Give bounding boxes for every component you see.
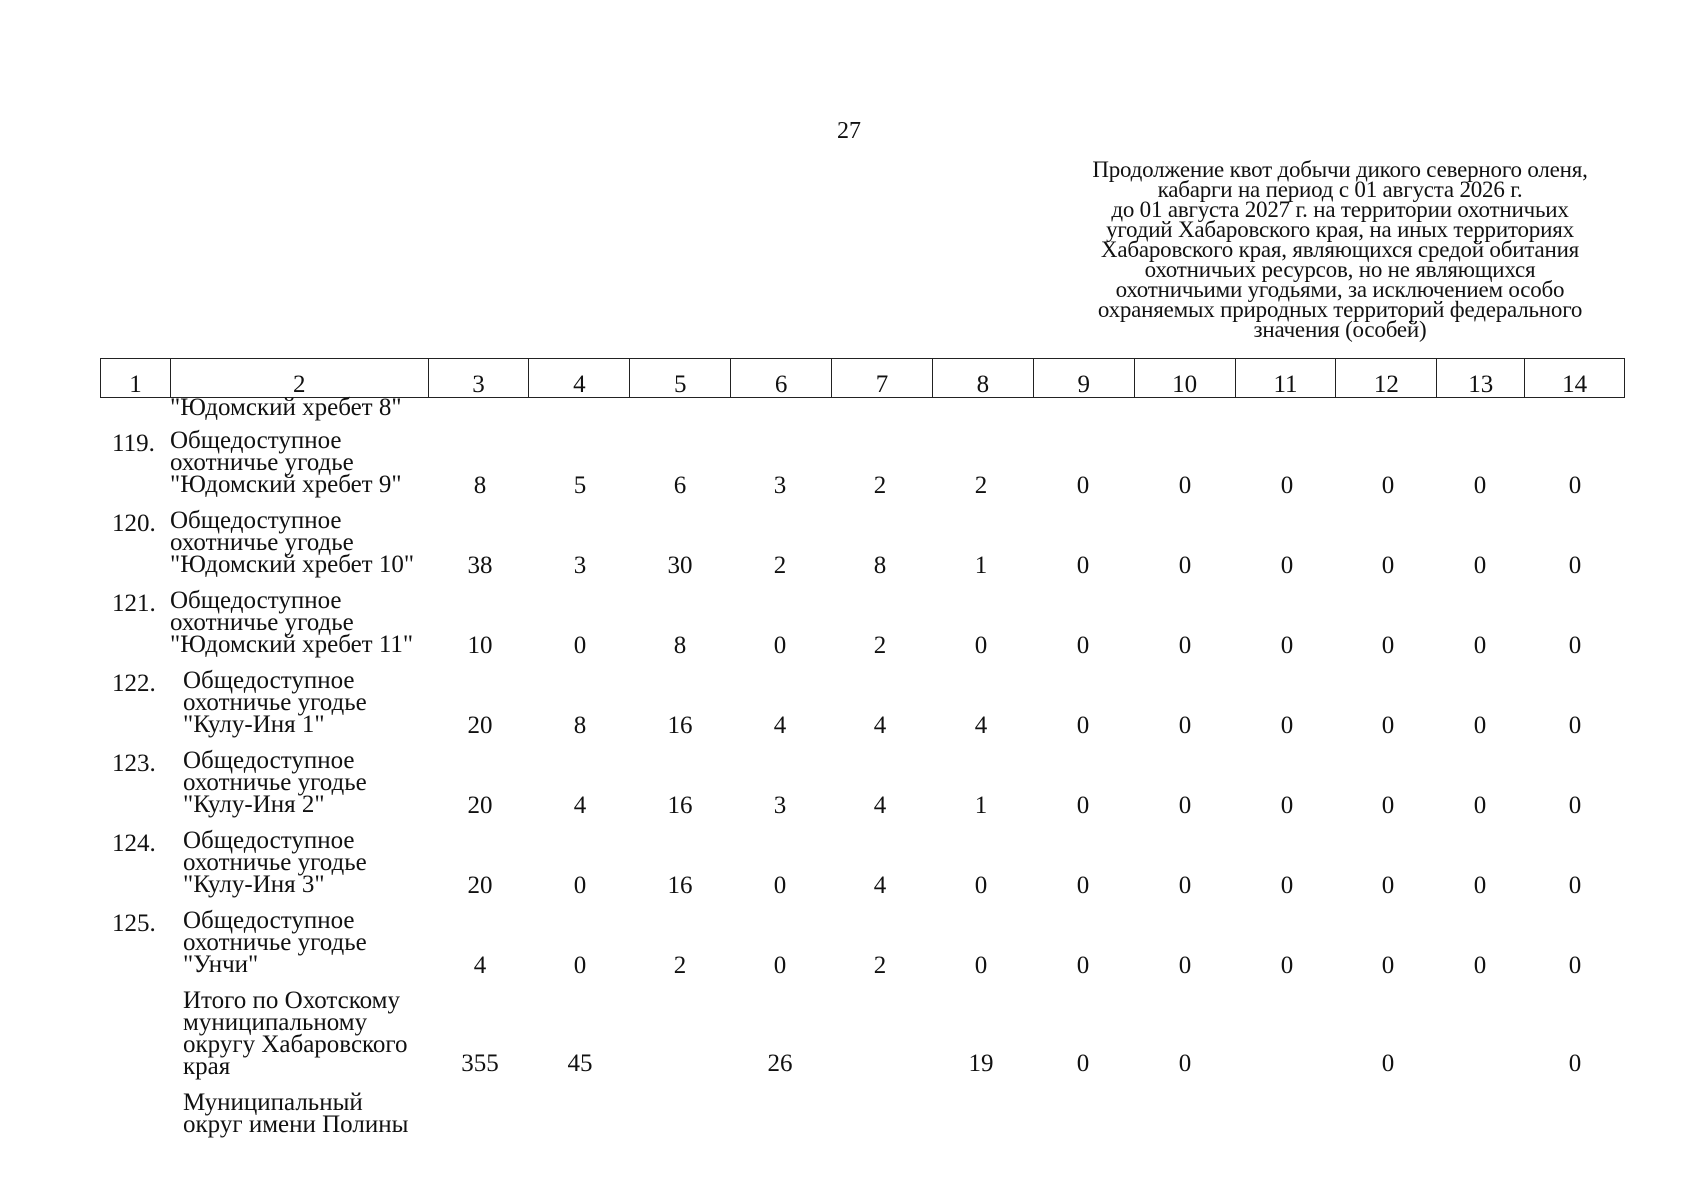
table-cell: 5	[573, 472, 587, 499]
row-name-line: "Кулу-Иня 2"	[183, 791, 325, 818]
table-cell: 4	[873, 872, 887, 899]
row-name	[183, 987, 408, 1080]
row-number: 122.	[112, 670, 156, 697]
row-name-line: охотничье угодье	[183, 769, 367, 796]
caption-line: охотничьих ресурсов, но не являющихся	[1144, 257, 1536, 282]
row-name	[170, 507, 415, 578]
row-name-line: Общедоступное	[183, 747, 355, 774]
table-cell: 0	[1568, 792, 1582, 819]
table-cell: 0	[1280, 792, 1294, 819]
table-cell: 1	[974, 552, 988, 579]
table-cell: 2	[974, 472, 988, 499]
table-cell: 0	[1178, 952, 1192, 979]
caption	[1050, 157, 1630, 342]
table-cell: 0	[1381, 552, 1395, 579]
row-name-line: Общедоступное	[183, 907, 355, 934]
table-cell: 2	[873, 632, 887, 659]
table-cell: 0	[1178, 632, 1192, 659]
table-cell: 0	[1280, 472, 1294, 499]
header-cell: 9	[1034, 359, 1135, 397]
table-cell: 0	[1381, 872, 1395, 899]
table-cell: 4	[473, 952, 487, 979]
row-name-line: "Юдомский хребет 9"	[170, 471, 402, 498]
table-cell: 10	[467, 632, 493, 659]
row-name-line: Общедоступное	[170, 507, 342, 534]
caption-line: охотничьими угодьями, за исключением особо	[1115, 277, 1565, 302]
header-cell: 1	[101, 359, 171, 397]
row-name-line: округу Хабаровского	[183, 1031, 408, 1058]
header-cell: 14	[1562, 371, 1588, 398]
header-cell: 11	[1236, 359, 1337, 397]
row-name	[170, 427, 402, 498]
row-name-line: края	[183, 1053, 231, 1080]
table-header-row	[100, 358, 1625, 398]
table-cell: 0	[1381, 1050, 1395, 1077]
table-cell: 0	[1280, 952, 1294, 979]
row-name-line: "Юдомский хребет 11"	[170, 631, 414, 658]
header-cell: 8	[933, 359, 1034, 397]
page-number: 27	[837, 118, 861, 144]
table-cell: 0	[1473, 472, 1487, 499]
caption-line: Хабаровского края, являющихся средой обитания	[1100, 237, 1580, 262]
row-name-line: охотничье угодье	[183, 689, 367, 716]
table-cell: 0	[1473, 712, 1487, 739]
table-cell: 355	[461, 1050, 499, 1077]
table-cell: 0	[773, 952, 787, 979]
caption-line: кабарги на период с 01 августа 2026 г.	[1157, 177, 1523, 202]
row-name	[183, 667, 367, 738]
row-number: 119.	[112, 430, 155, 457]
table-cell: 19	[968, 1050, 994, 1077]
caption-line: угодий Хабаровского края, на иных территориях	[1106, 217, 1574, 242]
table-cell: 0	[1381, 712, 1395, 739]
table-cell: 16	[667, 872, 693, 899]
row-name	[183, 827, 367, 898]
row-name	[170, 587, 414, 658]
row-name-line: Муниципальный	[183, 1089, 363, 1116]
table-cell: 0	[1473, 872, 1487, 899]
row-name-line: Общедоступное	[183, 667, 355, 694]
header-cell: 5	[630, 359, 731, 397]
table-cell: 3	[773, 472, 787, 499]
caption-line: до 01 августа 2027 г. на территории охотничьих	[1111, 197, 1569, 222]
row-name-line: "Кулу-Иня 3"	[183, 871, 325, 898]
table-cell: 0	[1280, 552, 1294, 579]
header-cell: 10	[1135, 359, 1236, 397]
row-number: 120.	[112, 510, 156, 537]
table-cell: 0	[1568, 552, 1582, 579]
row-name	[183, 1089, 409, 1138]
table-cell: 0	[1568, 872, 1582, 899]
table-cell: 1	[974, 792, 988, 819]
table-cell: 2	[873, 472, 887, 499]
table-cell: 0	[1473, 632, 1487, 659]
table-cell: 30	[667, 552, 693, 579]
table-cell: 0	[974, 952, 988, 979]
table-cell: 0	[974, 632, 988, 659]
table-cell: 16	[667, 792, 693, 819]
table-cell: 0	[1381, 952, 1395, 979]
table-cell: 0	[1568, 1050, 1582, 1077]
table-cell: 0	[1076, 472, 1090, 499]
row-name-line: охотничье угодье	[170, 609, 354, 636]
caption-line: охраняемых природных территорий федерального	[1097, 297, 1583, 322]
table-cell: 2	[773, 552, 787, 579]
table-cell: 38	[467, 552, 493, 579]
table-cell: 8	[573, 712, 587, 739]
table-cell: 0	[1076, 552, 1090, 579]
table-cell: 0	[1280, 872, 1294, 899]
table-cell: 4	[873, 792, 887, 819]
table-cell: 4	[974, 712, 988, 739]
row-number: 124.	[112, 830, 156, 857]
table-cell: 45	[567, 1050, 593, 1077]
table-cell: 8	[473, 472, 487, 499]
table-cell: 8	[673, 632, 687, 659]
table-cell: 0	[1473, 792, 1487, 819]
table-cell: 0	[1178, 792, 1192, 819]
table-cell: 0	[1178, 872, 1192, 899]
header-cell: 13	[1437, 359, 1525, 397]
table-cell: 0	[1381, 472, 1395, 499]
row-name-line: охотничье угодье	[170, 529, 354, 556]
table-cell: 0	[1381, 632, 1395, 659]
header-cell: 2	[171, 359, 429, 397]
table-cell: 0	[974, 872, 988, 899]
table-cell: 0	[573, 872, 587, 899]
table-cell: 26	[767, 1050, 793, 1077]
row-name-line: Общедоступное	[183, 827, 355, 854]
table-cell: 2	[873, 952, 887, 979]
table-cell: 0	[1076, 792, 1090, 819]
caption-line: Продолжение квот добычи дикого северного оленя,	[1092, 157, 1588, 182]
row-number: 121.	[112, 590, 156, 617]
table-cell: 0	[1178, 1050, 1192, 1077]
table-cell: 8	[873, 552, 887, 579]
row-number: 125.	[112, 910, 156, 937]
table-cell: 3	[773, 792, 787, 819]
table-cell: 6	[673, 472, 687, 499]
table-cell: 4	[873, 712, 887, 739]
row-name	[183, 747, 367, 818]
row-name-line: Итого по Охотскому	[183, 987, 400, 1014]
table-cell: 0	[573, 952, 587, 979]
table-cell: 0	[773, 872, 787, 899]
row-name-line: охотничье угодье	[183, 849, 367, 876]
row-name-line: "Кулу-Иня 1"	[183, 711, 325, 738]
row-name-line: охотничье угодье	[183, 929, 367, 956]
row-name	[183, 907, 367, 978]
caption-line: значения (особей)	[1253, 317, 1427, 342]
table-cell: 0	[1473, 952, 1487, 979]
table-cell: 0	[573, 632, 587, 659]
table-cell: 0	[1076, 872, 1090, 899]
table-cell: 0	[1178, 472, 1192, 499]
table-cell: 0	[773, 632, 787, 659]
row-name-line: охотничье угодье	[170, 449, 354, 476]
table-cell: 20	[467, 872, 493, 899]
table-cell: 0	[1280, 712, 1294, 739]
table-cell: 0	[1076, 1050, 1090, 1077]
row-name-line: "Юдомский хребет 10"	[170, 551, 415, 578]
table-cell: 0	[1381, 792, 1395, 819]
carryover-text: "Юдомский хребет 8"	[170, 394, 402, 421]
table-cell: 2	[673, 952, 687, 979]
table-cell: 0	[1076, 952, 1090, 979]
row-name-line: округ имени Полины	[183, 1111, 409, 1138]
table-cell: 0	[1568, 712, 1582, 739]
table-cell: 16	[667, 712, 693, 739]
table-cell: 0	[1568, 472, 1582, 499]
table-cell: 20	[467, 792, 493, 819]
row-name-line: "Унчи"	[183, 951, 259, 978]
table-cell: 0	[1076, 632, 1090, 659]
table-cell: 0	[1473, 552, 1487, 579]
table-cell: 0	[1178, 712, 1192, 739]
table-cell: 4	[773, 712, 787, 739]
row-number: 123.	[112, 750, 156, 777]
row-name-line: Общедоступное	[170, 427, 342, 454]
table-cell: 4	[573, 792, 587, 819]
table-cell: 0	[1178, 552, 1192, 579]
table-cell: 20	[467, 712, 493, 739]
table-cell: 0	[1280, 632, 1294, 659]
table-cell: 3	[573, 552, 587, 579]
header-cell: 4	[529, 359, 630, 397]
table-cell: 0	[1568, 632, 1582, 659]
header-cell: 12	[1336, 359, 1437, 397]
header-cell: 6	[731, 359, 832, 397]
header-cell: 3	[429, 359, 530, 397]
table-cell: 0	[1568, 952, 1582, 979]
row-name-line: Общедоступное	[170, 587, 342, 614]
row-name-line: муниципальному	[183, 1009, 368, 1036]
table-cell: 0	[1076, 712, 1090, 739]
header-cell: 7	[832, 359, 933, 397]
